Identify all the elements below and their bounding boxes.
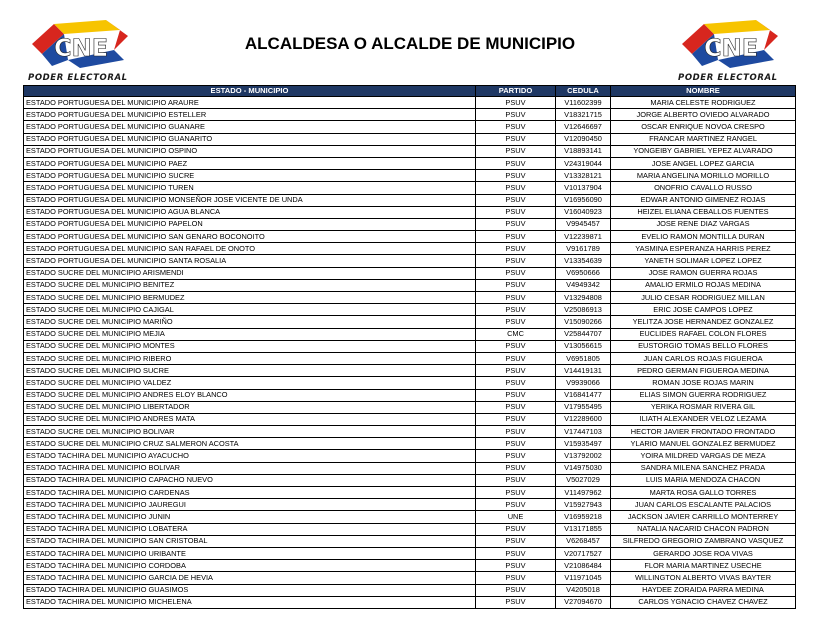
table-row bbox=[24, 109, 796, 121]
page-title: ALCALDESA O ALCALDE DE MUNICIPIO bbox=[244, 34, 576, 53]
table-row bbox=[24, 340, 796, 352]
table-row bbox=[24, 438, 796, 450]
nombre-cell: LUIS MARIA MENDOZA CHACON bbox=[611, 474, 796, 486]
nombre-cell: YASMINA ESPERANZA HARRIS PEREZ bbox=[611, 243, 796, 255]
table-row bbox=[24, 584, 796, 596]
cedula-cell: V27094670 bbox=[556, 596, 611, 608]
table-row bbox=[24, 218, 796, 230]
partido-cell: PSUV bbox=[476, 255, 556, 267]
nombre-cell: ROMAN JOSE ROJAS MARIN bbox=[611, 377, 796, 389]
cedula-cell: V6268457 bbox=[556, 535, 611, 547]
cedula-cell: V15935497 bbox=[556, 438, 611, 450]
estado-municipio-cell: ESTADO PORTUGUESA DEL MUNICIPIO GUANARE bbox=[24, 121, 476, 133]
estado-municipio-cell: ESTADO SUCRE DEL MUNICIPIO MARIÑO bbox=[24, 316, 476, 328]
partido-cell: PSUV bbox=[476, 523, 556, 535]
cedula-cell: V12239871 bbox=[556, 231, 611, 243]
nombre-cell: OSCAR ENRIQUE NOVOA CRESPO bbox=[611, 121, 796, 133]
partido-cell: PSUV bbox=[476, 170, 556, 182]
partido-cell: PSUV bbox=[476, 340, 556, 352]
nombre-cell: HECTOR JAVIER FRONTADO FRONTADO bbox=[611, 426, 796, 438]
table-row bbox=[24, 365, 796, 377]
cedula-cell: V13328121 bbox=[556, 170, 611, 182]
cne-logo-text: CNE bbox=[54, 34, 109, 62]
partido-cell: PSUV bbox=[476, 194, 556, 206]
partido-cell: PSUV bbox=[476, 535, 556, 547]
partido-cell: PSUV bbox=[476, 292, 556, 304]
nombre-cell: JUAN CARLOS ROJAS FIGUEROA bbox=[611, 352, 796, 364]
logo-caption: PODER ELECTORAL bbox=[28, 73, 128, 83]
estado-municipio-cell: ESTADO SUCRE DEL MUNICIPIO ANDRES ELOY BLANCO bbox=[24, 389, 476, 401]
cedula-cell: V25844707 bbox=[556, 328, 611, 340]
estado-municipio-cell: ESTADO SUCRE DEL MUNICIPIO CRUZ SALMERON ACOSTA bbox=[24, 438, 476, 450]
partido-cell: PSUV bbox=[476, 474, 556, 486]
partido-cell: PSUV bbox=[476, 316, 556, 328]
estado-municipio-cell: ESTADO PORTUGUESA DEL MUNICIPIO GUANARITO bbox=[24, 133, 476, 145]
table-row bbox=[24, 572, 796, 584]
column-header-nombre: NOMBRE bbox=[611, 86, 796, 97]
table-row bbox=[24, 523, 796, 535]
partido-cell: PSUV bbox=[476, 487, 556, 499]
cedula-cell: V13792002 bbox=[556, 450, 611, 462]
cedula-cell: V14419131 bbox=[556, 365, 611, 377]
cne-logo-graphic bbox=[674, 14, 794, 74]
table-row bbox=[24, 121, 796, 133]
cedula-cell: V16841477 bbox=[556, 389, 611, 401]
nombre-cell: MARTA ROSA GALLO TORRES bbox=[611, 487, 796, 499]
partido-cell: PSUV bbox=[476, 182, 556, 194]
estado-municipio-cell: ESTADO SUCRE DEL MUNICIPIO MONTES bbox=[24, 340, 476, 352]
nombre-cell: MARIA CELESTE RODRIGUEZ bbox=[611, 97, 796, 109]
estado-municipio-cell: ESTADO SUCRE DEL MUNICIPIO ARISMENDI bbox=[24, 267, 476, 279]
cedula-cell: V13171855 bbox=[556, 523, 611, 535]
estado-municipio-cell: ESTADO PORTUGUESA DEL MUNICIPIO TUREN bbox=[24, 182, 476, 194]
cedula-cell: V16959218 bbox=[556, 511, 611, 523]
table-row bbox=[24, 535, 796, 547]
nombre-cell: JOSE RENE DIAZ VARGAS bbox=[611, 218, 796, 230]
estado-municipio-cell: ESTADO SUCRE DEL MUNICIPIO BENITEZ bbox=[24, 279, 476, 291]
table-row bbox=[24, 279, 796, 291]
table-header-row bbox=[24, 86, 796, 97]
nombre-cell: JACKSON JAVIER CARRILLO MONTERREY bbox=[611, 511, 796, 523]
table-row bbox=[24, 316, 796, 328]
partido-cell: PSUV bbox=[476, 401, 556, 413]
nombre-cell: YANETH SOLIMAR LOPEZ LOPEZ bbox=[611, 255, 796, 267]
nombre-cell: AMALIO ERMILO ROJAS MEDINA bbox=[611, 279, 796, 291]
cedula-cell: V9945457 bbox=[556, 218, 611, 230]
table-row bbox=[24, 157, 796, 169]
table-row bbox=[24, 352, 796, 364]
cedula-cell: V17447103 bbox=[556, 426, 611, 438]
partido-cell: PSUV bbox=[476, 133, 556, 145]
partido-cell: PSUV bbox=[476, 109, 556, 121]
cne-logo-left bbox=[24, 14, 144, 84]
table-row bbox=[24, 401, 796, 413]
cedula-cell: V4205018 bbox=[556, 584, 611, 596]
candidates-table bbox=[23, 85, 796, 609]
logo-caption: PODER ELECTORAL bbox=[678, 73, 778, 83]
partido-cell: PSUV bbox=[476, 304, 556, 316]
estado-municipio-cell: ESTADO PORTUGUESA DEL MUNICIPIO OSPINO bbox=[24, 145, 476, 157]
nombre-cell: ONOFRIO CAVALLO RUSSO bbox=[611, 182, 796, 194]
cedula-cell: V13294808 bbox=[556, 292, 611, 304]
partido-cell: PSUV bbox=[476, 206, 556, 218]
cedula-cell: V15927943 bbox=[556, 499, 611, 511]
estado-municipio-cell: ESTADO SUCRE DEL MUNICIPIO LIBERTADOR bbox=[24, 401, 476, 413]
partido-cell: PSUV bbox=[476, 499, 556, 511]
nombre-cell: HEIZEL ELIANA CEBALLOS FUENTES bbox=[611, 206, 796, 218]
cedula-cell: V20717527 bbox=[556, 547, 611, 559]
cedula-cell: V24319044 bbox=[556, 157, 611, 169]
table-row bbox=[24, 487, 796, 499]
table-row bbox=[24, 206, 796, 218]
cedula-cell: V5027029 bbox=[556, 474, 611, 486]
partido-cell: PSUV bbox=[476, 157, 556, 169]
table-row bbox=[24, 145, 796, 157]
estado-municipio-cell: ESTADO SUCRE DEL MUNICIPIO BOLIVAR bbox=[24, 426, 476, 438]
partido-cell: PSUV bbox=[476, 572, 556, 584]
nombre-cell: WILLINGTON ALBERTO VIVAS BAYTER bbox=[611, 572, 796, 584]
partido-cell: PSUV bbox=[476, 547, 556, 559]
nombre-cell: ILIATH ALEXANDER VELOZ LEZAMA bbox=[611, 413, 796, 425]
nombre-cell: JUAN CARLOS ESCALANTE PALACIOS bbox=[611, 499, 796, 511]
cedula-cell: V4949342 bbox=[556, 279, 611, 291]
column-header-estado-municipio: ESTADO - MUNICIPIO bbox=[24, 86, 476, 97]
partido-cell: PSUV bbox=[476, 462, 556, 474]
partido-cell: PSUV bbox=[476, 267, 556, 279]
estado-municipio-cell: ESTADO SUCRE DEL MUNICIPIO RIBERO bbox=[24, 352, 476, 364]
nombre-cell: YONGEIBY GABRIEL YEPEZ ALVARADO bbox=[611, 145, 796, 157]
nombre-cell: JORGE ALBERTO OVIEDO ALVARADO bbox=[611, 109, 796, 121]
cne-logo-text: CNE bbox=[704, 34, 759, 62]
table-row bbox=[24, 97, 796, 109]
nombre-cell: ERIC JOSE CAMPOS LOPEZ bbox=[611, 304, 796, 316]
table-row bbox=[24, 267, 796, 279]
partido-cell: PSUV bbox=[476, 145, 556, 157]
cedula-cell: V12646697 bbox=[556, 121, 611, 133]
table-row bbox=[24, 182, 796, 194]
cedula-cell: V12090450 bbox=[556, 133, 611, 145]
partido-cell: PSUV bbox=[476, 279, 556, 291]
table-row bbox=[24, 292, 796, 304]
cedula-cell: V11971045 bbox=[556, 572, 611, 584]
cedula-cell: V9161789 bbox=[556, 243, 611, 255]
estado-municipio-cell: ESTADO SUCRE DEL MUNICIPIO CAJIGAL bbox=[24, 304, 476, 316]
estado-municipio-cell: ESTADO TACHIRA DEL MUNICIPIO AYACUCHO bbox=[24, 450, 476, 462]
table-row bbox=[24, 194, 796, 206]
column-header-partido: PARTIDO bbox=[476, 86, 556, 97]
estado-municipio-cell: ESTADO TACHIRA DEL MUNICIPIO JAUREGUI bbox=[24, 499, 476, 511]
table-row bbox=[24, 511, 796, 523]
partido-cell: PSUV bbox=[476, 377, 556, 389]
nombre-cell: JOSE RAMON GUERRA ROJAS bbox=[611, 267, 796, 279]
cedula-cell: V18893141 bbox=[556, 145, 611, 157]
nombre-cell: YLARIO MANUEL GONZALEZ BERMUDEZ bbox=[611, 438, 796, 450]
cedula-cell: V17955495 bbox=[556, 401, 611, 413]
partido-cell: PSUV bbox=[476, 218, 556, 230]
nombre-cell: JOSE ANGEL LOPEZ GARCIA bbox=[611, 157, 796, 169]
table-body bbox=[24, 97, 796, 609]
estado-municipio-cell: ESTADO PORTUGUESA DEL MUNICIPIO ESTELLER bbox=[24, 109, 476, 121]
estado-municipio-cell: ESTADO PORTUGUESA DEL MUNICIPIO ARAURE bbox=[24, 97, 476, 109]
cedula-cell: V11497962 bbox=[556, 487, 611, 499]
cedula-cell: V14975030 bbox=[556, 462, 611, 474]
cedula-cell: V13354639 bbox=[556, 255, 611, 267]
nombre-cell: MARIA ANGELINA MORILLO MORILLO bbox=[611, 170, 796, 182]
partido-cell: PSUV bbox=[476, 231, 556, 243]
cne-logo-graphic bbox=[24, 14, 144, 74]
cedula-cell: V11602399 bbox=[556, 97, 611, 109]
estado-municipio-cell: ESTADO TACHIRA DEL MUNICIPIO GARCIA DE HEVIA bbox=[24, 572, 476, 584]
table-row bbox=[24, 596, 796, 608]
estado-municipio-cell: ESTADO SUCRE DEL MUNICIPIO MEJIA bbox=[24, 328, 476, 340]
column-header-cedula: CEDULA bbox=[556, 86, 611, 97]
table-row bbox=[24, 560, 796, 572]
cedula-cell: V18321715 bbox=[556, 109, 611, 121]
nombre-cell: JULIO CESAR RODRIGUEZ MILLAN bbox=[611, 292, 796, 304]
estado-municipio-cell: ESTADO PORTUGUESA DEL MUNICIPIO MONSEÑOR JOSE VICENTE DE UNDA bbox=[24, 194, 476, 206]
table-row bbox=[24, 462, 796, 474]
partido-cell: PSUV bbox=[476, 365, 556, 377]
cne-logo-right bbox=[674, 14, 794, 84]
nombre-cell: HAYDEE ZORAIDA PARRA MEDINA bbox=[611, 584, 796, 596]
cedula-cell: V21086484 bbox=[556, 560, 611, 572]
estado-municipio-cell: ESTADO PORTUGUESA DEL MUNICIPIO SANTA ROSALIA bbox=[24, 255, 476, 267]
partido-cell: PSUV bbox=[476, 413, 556, 425]
nombre-cell: SANDRA MILENA SANCHEZ PRADA bbox=[611, 462, 796, 474]
nombre-cell: YOIRA MILDRED VARGAS DE MEZA bbox=[611, 450, 796, 462]
table-row bbox=[24, 389, 796, 401]
nombre-cell: NATALIA NACARID CHACON PADRON bbox=[611, 523, 796, 535]
nombre-cell: EUCLIDES RAFAEL COLON FLORES bbox=[611, 328, 796, 340]
estado-municipio-cell: ESTADO TACHIRA DEL MUNICIPIO MICHELENA bbox=[24, 596, 476, 608]
nombre-cell: SILFREDO GREGORIO ZAMBRANO VASQUEZ bbox=[611, 535, 796, 547]
table-row bbox=[24, 426, 796, 438]
nombre-cell: EVELIO RAMON MONTILLA DURAN bbox=[611, 231, 796, 243]
estado-municipio-cell: ESTADO PORTUGUESA DEL MUNICIPIO AGUA BLANCA bbox=[24, 206, 476, 218]
nombre-cell: ELIAS SIMON GUERRA RODRIGUEZ bbox=[611, 389, 796, 401]
table-row bbox=[24, 450, 796, 462]
table-row bbox=[24, 231, 796, 243]
estado-municipio-cell: ESTADO PORTUGUESA DEL MUNICIPIO SAN GENARO BOCONOITO bbox=[24, 231, 476, 243]
partido-cell: PSUV bbox=[476, 426, 556, 438]
table-row bbox=[24, 243, 796, 255]
nombre-cell: FLOR MARIA MARTINEZ USECHE bbox=[611, 560, 796, 572]
cedula-cell: V16956090 bbox=[556, 194, 611, 206]
nombre-cell: CARLOS YGNACIO CHAVEZ CHAVEZ bbox=[611, 596, 796, 608]
estado-municipio-cell: ESTADO PORTUGUESA DEL MUNICIPIO PAEZ bbox=[24, 157, 476, 169]
cedula-cell: V25086913 bbox=[556, 304, 611, 316]
partido-cell: CMC bbox=[476, 328, 556, 340]
table-row bbox=[24, 255, 796, 267]
estado-municipio-cell: ESTADO PORTUGUESA DEL MUNICIPIO SAN RAFAEL DE ONOTO bbox=[24, 243, 476, 255]
table-row bbox=[24, 499, 796, 511]
partido-cell: PSUV bbox=[476, 596, 556, 608]
partido-cell: PSUV bbox=[476, 243, 556, 255]
cedula-cell: V16040923 bbox=[556, 206, 611, 218]
nombre-cell: FRANCAR MARTINEZ RANGEL bbox=[611, 133, 796, 145]
cedula-cell: V6951805 bbox=[556, 352, 611, 364]
estado-municipio-cell: ESTADO SUCRE DEL MUNICIPIO VALDEZ bbox=[24, 377, 476, 389]
estado-municipio-cell: ESTADO TACHIRA DEL MUNICIPIO CAPACHO NUEVO bbox=[24, 474, 476, 486]
cedula-cell: V9939066 bbox=[556, 377, 611, 389]
nombre-cell: YELITZA JOSE HERNANDEZ GONZALEZ bbox=[611, 316, 796, 328]
table-row bbox=[24, 328, 796, 340]
partido-cell: PSUV bbox=[476, 121, 556, 133]
nombre-cell: EUSTORGIO TOMAS BELLO FLORES bbox=[611, 340, 796, 352]
nombre-cell: YERIKA ROSMAR RIVERA GIL bbox=[611, 401, 796, 413]
cedula-cell: V13056615 bbox=[556, 340, 611, 352]
estado-municipio-cell: ESTADO TACHIRA DEL MUNICIPIO CARDENAS bbox=[24, 487, 476, 499]
nombre-cell: GERARDO JOSE ROA VIVAS bbox=[611, 547, 796, 559]
estado-municipio-cell: ESTADO PORTUGUESA DEL MUNICIPIO SUCRE bbox=[24, 170, 476, 182]
cedula-cell: V12289600 bbox=[556, 413, 611, 425]
partido-cell: PSUV bbox=[476, 584, 556, 596]
estado-municipio-cell: ESTADO TACHIRA DEL MUNICIPIO URIBANTE bbox=[24, 547, 476, 559]
estado-municipio-cell: ESTADO TACHIRA DEL MUNICIPIO GUASIMOS bbox=[24, 584, 476, 596]
table-row bbox=[24, 474, 796, 486]
partido-cell: PSUV bbox=[476, 97, 556, 109]
estado-municipio-cell: ESTADO SUCRE DEL MUNICIPIO ANDRES MATA bbox=[24, 413, 476, 425]
estado-municipio-cell: ESTADO SUCRE DEL MUNICIPIO BERMUDEZ bbox=[24, 292, 476, 304]
estado-municipio-cell: ESTADO TACHIRA DEL MUNICIPIO SAN CRISTOBAL bbox=[24, 535, 476, 547]
table-row bbox=[24, 304, 796, 316]
estado-municipio-cell: ESTADO TACHIRA DEL MUNICIPIO JUNIN bbox=[24, 511, 476, 523]
estado-municipio-cell: ESTADO TACHIRA DEL MUNICIPIO CORDOBA bbox=[24, 560, 476, 572]
cedula-cell: V6950666 bbox=[556, 267, 611, 279]
nombre-cell: EDWAR ANTONIO GIMENEZ ROJAS bbox=[611, 194, 796, 206]
estado-municipio-cell: ESTADO TACHIRA DEL MUNICIPIO LOBATERA bbox=[24, 523, 476, 535]
partido-cell: PSUV bbox=[476, 438, 556, 450]
partido-cell: PSUV bbox=[476, 450, 556, 462]
nombre-cell: PEDRO GERMAN FIGUEROA MEDINA bbox=[611, 365, 796, 377]
cedula-cell: V10137904 bbox=[556, 182, 611, 194]
partido-cell: PSUV bbox=[476, 560, 556, 572]
table-row bbox=[24, 170, 796, 182]
table-row bbox=[24, 413, 796, 425]
estado-municipio-cell: ESTADO SUCRE DEL MUNICIPIO SUCRE bbox=[24, 365, 476, 377]
table-row bbox=[24, 377, 796, 389]
partido-cell: PSUV bbox=[476, 352, 556, 364]
partido-cell: UNE bbox=[476, 511, 556, 523]
cedula-cell: V15090266 bbox=[556, 316, 611, 328]
estado-municipio-cell: ESTADO TACHIRA DEL MUNICIPIO BOLIVAR bbox=[24, 462, 476, 474]
estado-municipio-cell: ESTADO PORTUGUESA DEL MUNICIPIO PAPELON bbox=[24, 218, 476, 230]
partido-cell: PSUV bbox=[476, 389, 556, 401]
table-row bbox=[24, 133, 796, 145]
table-row bbox=[24, 547, 796, 559]
